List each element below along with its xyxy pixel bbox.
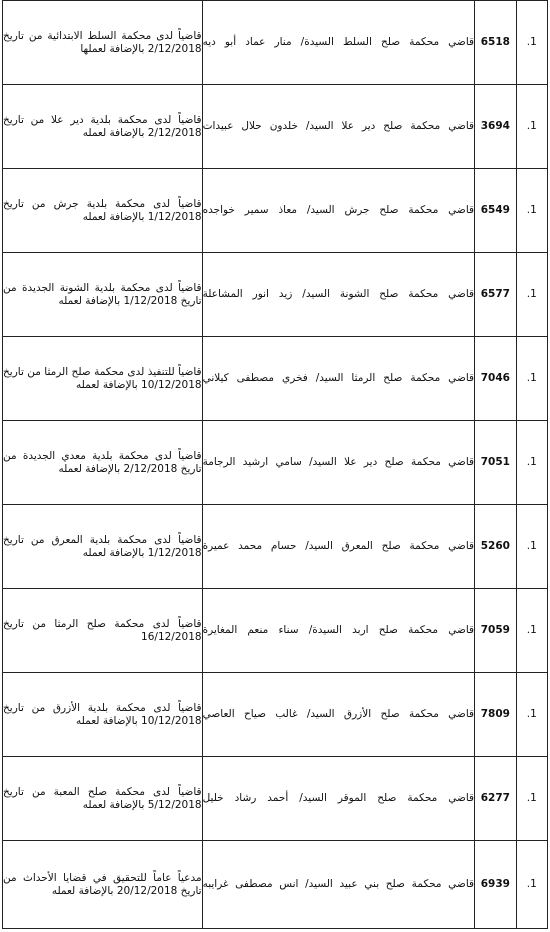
judge-id: 7046 (475, 337, 517, 421)
table-row (3, 841, 548, 929)
current-post: قاضي محكمة صلح جرش السيد/ معاذ سمير خواجده (202, 169, 475, 253)
new-assignment: قاضياً لدى محكمة بلدية دير علا من تاريخ 2/12/2018 بالإضافة لعمله (3, 85, 203, 169)
current-post: قاضي محكمة صلح السلط السيدة/ منار عماد أبو ديه (202, 1, 475, 85)
current-post: قاضي محكمة صلح الموقر السيد/ أحمد رشاد خليل (202, 757, 475, 841)
row-number: 1. (516, 85, 547, 169)
row-number: 1. (516, 841, 547, 929)
current-post: قاضي محكمة صلح المعرق السيد/ حسام محمد عميرة (202, 505, 475, 589)
judge-id: 3694 (475, 85, 517, 169)
row-number: 1. (516, 505, 547, 589)
current-post: قاضي محكمة صلح الشونة السيد/ زيد انور المشاعلة (202, 253, 475, 337)
row-number: 1. (516, 589, 547, 673)
table-row (3, 589, 548, 673)
table-row (3, 1, 548, 85)
table-row (3, 505, 548, 589)
judge-id: 7059 (475, 589, 517, 673)
new-assignment: قاضياً لدى محكمة بلدية الأزرق من تاريخ 10/12/2018 بالإضافة لعمله (3, 673, 203, 757)
judge-id: 5260 (475, 505, 517, 589)
judge-id: 6277 (475, 757, 517, 841)
judge-id: 6518 (475, 1, 517, 85)
judge-id: 7051 (475, 421, 517, 505)
new-assignment: مدعياً عاماً للتحقيق في قضايا الأحداث من تاريخ 20/12/2018 بالإضافة لعمله (3, 841, 203, 929)
judge-id: 7809 (475, 673, 517, 757)
row-number: 1. (516, 673, 547, 757)
judge-id: 6549 (475, 169, 517, 253)
current-post: قاضي محكمة صلح دير علا السيد/ سامي ارشيد الرجامة (202, 421, 475, 505)
table-row (3, 673, 548, 757)
current-post: قاضي محكمة صلح دير علا السيد/ خلدون حلال عبيدات (202, 85, 475, 169)
appointments-table (2, 0, 548, 929)
table-row (3, 757, 548, 841)
new-assignment: قاضياً لدى محكمة بلدية معدي الجديدة من تاريخ 2/12/2018 بالإضافة لعمله (3, 421, 203, 505)
judge-id: 6577 (475, 253, 517, 337)
judge-id: 6939 (475, 841, 517, 929)
table-row (3, 169, 548, 253)
new-assignment: قاضياً لدى محكمة بلدية المعرق من تاريخ 1/12/2018 بالإضافة لعمله (3, 505, 203, 589)
table-row (3, 253, 548, 337)
current-post: قاضي محكمة صلح اربد السيدة/ سناء منعم المغايرة (202, 589, 475, 673)
row-number: 1. (516, 421, 547, 505)
new-assignment: قاضياً لدى محكمة صلح المعبة من تاريخ 5/12/2018 بالإضافة لعمله (3, 757, 203, 841)
current-post: قاضي محكمة صلح بني عبيد السيد/ انس مصطفى غرايبه (202, 841, 475, 929)
row-number: 1. (516, 253, 547, 337)
current-post: قاضي محكمة صلح الأزرق السيد/ غالب صياح العاصي (202, 673, 475, 757)
row-number: 1. (516, 1, 547, 85)
new-assignment: قاضياً لدى محكمة بلدية الشونة الجديدة من تاريخ 1/12/2018 بالإضافة لعمله (3, 253, 203, 337)
row-number: 1. (516, 757, 547, 841)
row-number: 1. (516, 337, 547, 421)
new-assignment: قاضياً لدى محكمة بلدية جرش من تاريخ 1/12/2018 بالإضافة لعمله (3, 169, 203, 253)
new-assignment: قاضياً لدى محكمة السلط الابتدائية من تاريخ 2/12/2018 بالإضافة لعملها (3, 1, 203, 85)
table-row (3, 421, 548, 505)
table-row (3, 85, 548, 169)
table-row (3, 337, 548, 421)
new-assignment: قاضياً لدى محكمة صلح الرمثا من تاريخ 16/12/2018 (3, 589, 203, 673)
current-post: قاضي محكمة صلح الرمثا السيد/ فخري مصطفى كيلاني (202, 337, 475, 421)
row-number: 1. (516, 169, 547, 253)
new-assignment: قاضياً للتنفيذ لدى محكمة صلح الرمثا من تاريخ 10/12/2018 بالإضافة لعمله (3, 337, 203, 421)
